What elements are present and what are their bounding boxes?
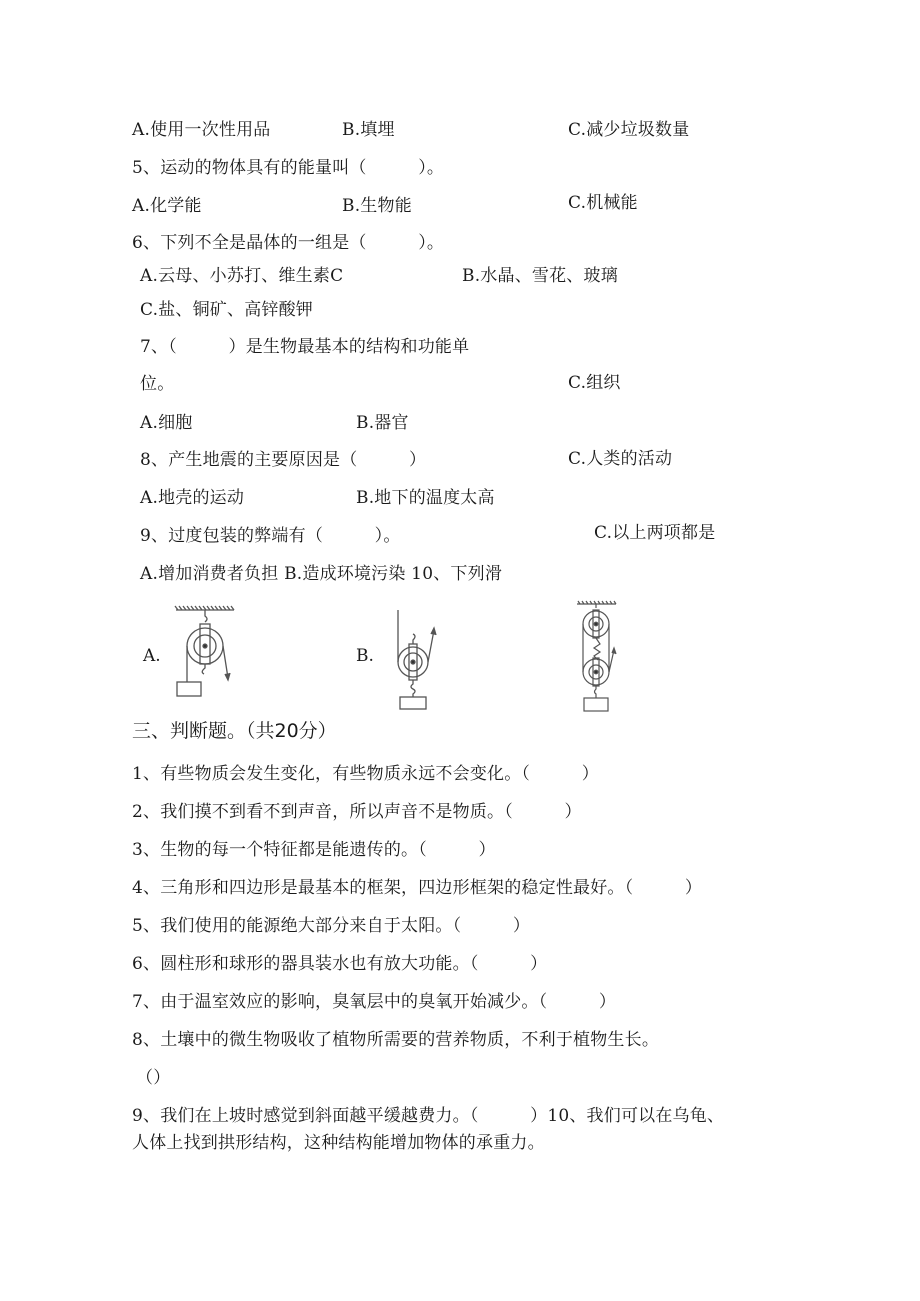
pulley-figure-b xyxy=(390,608,446,712)
judgment-item-6: 6、圆柱形和球形的器具装水也有放大功能。（ ） xyxy=(132,954,548,974)
section3-heading: 三、判断题。（共20分） xyxy=(132,720,337,742)
q5-option-c: C.机械能 xyxy=(568,193,638,213)
q9-stem: 9、过度包装的弊端有（ ）。 xyxy=(140,526,401,546)
judgment-item-5: 5、我们使用的能源绝大部分来自于太阳。（ ） xyxy=(132,916,531,936)
q6-option-c: C.盐、铜矿、高锌酸钾 xyxy=(140,300,314,320)
judgment-item-8: 8、土壤中的微生物吸收了植物所需要的营养物质，不利于植物生长。 xyxy=(132,1030,660,1050)
judgment-item-10-cont: 人体上找到拱形结构，这种结构能增加物体的承重力。 xyxy=(132,1133,545,1153)
judgment-item-1: 1、有些物质会发生变化，有些物质永远不会变化。（ ） xyxy=(132,764,599,784)
q9-options-ab-q10-stem: A.增加消费者负担 B.造成环境污染 10、下列滑 xyxy=(140,564,503,584)
q7-stem-line1: 7、（ ）是生物最基本的结构和功能单 xyxy=(140,337,470,357)
q8-option-a: A.地壳的运动 xyxy=(140,488,245,508)
judgment-item-8-blank: （） xyxy=(136,1068,171,1088)
q4-option-a: A.使用一次性用品 xyxy=(132,120,271,140)
q6-stem: 6、下列不全是晶体的一组是（ ）。 xyxy=(132,233,445,253)
q5-option-b: B.生物能 xyxy=(342,196,412,216)
judgment-item-2: 2、我们摸不到看不到声音，所以声音不是物质。（ ） xyxy=(132,802,582,822)
figure-b-label: B. xyxy=(356,646,374,666)
q4-option-b: B.填埋 xyxy=(342,120,395,140)
q8-option-c: C.人类的活动 xyxy=(568,449,673,469)
q5-stem: 5、运动的物体具有的能量叫（ ）。 xyxy=(132,158,445,178)
q7-option-c: C.组织 xyxy=(568,373,621,393)
q5-option-a: A.化学能 xyxy=(132,196,202,216)
judgment-item-7: 7、由于温室效应的影响，臭氧层中的臭氧开始减少。（ ） xyxy=(132,992,617,1012)
figure-a-label: A. xyxy=(143,646,161,666)
pulley-figure-c xyxy=(574,598,620,716)
q7-option-a: A.细胞 xyxy=(140,413,193,433)
q7-option-b: B.器官 xyxy=(356,413,409,433)
judgment-item-3: 3、生物的每一个特征都是能遗传的。（ ） xyxy=(132,840,496,860)
judgment-item-9-10: 9、我们在上坡时感觉到斜面越平缓越费力。（ ）10、我们可以在乌龟、 xyxy=(132,1106,725,1126)
q9-option-c: C.以上两项都是 xyxy=(594,523,716,543)
pulley-figure-a xyxy=(172,604,242,700)
judgment-item-4: 4、三角形和四边形是最基本的框架，四边形框架的稳定性最好。（ ） xyxy=(132,878,703,898)
q6-option-a: A.云母、小苏打、维生素C xyxy=(140,266,344,286)
q4-option-c: C.减少垃圾数量 xyxy=(568,120,690,140)
q8-stem: 8、产生地震的主要原因是（ ） xyxy=(140,450,427,470)
q7-stem-line2: 位。 xyxy=(140,374,175,394)
q8-option-b: B.地下的温度太高 xyxy=(356,488,495,508)
q6-option-b: B.水晶、雪花、玻璃 xyxy=(462,266,618,286)
